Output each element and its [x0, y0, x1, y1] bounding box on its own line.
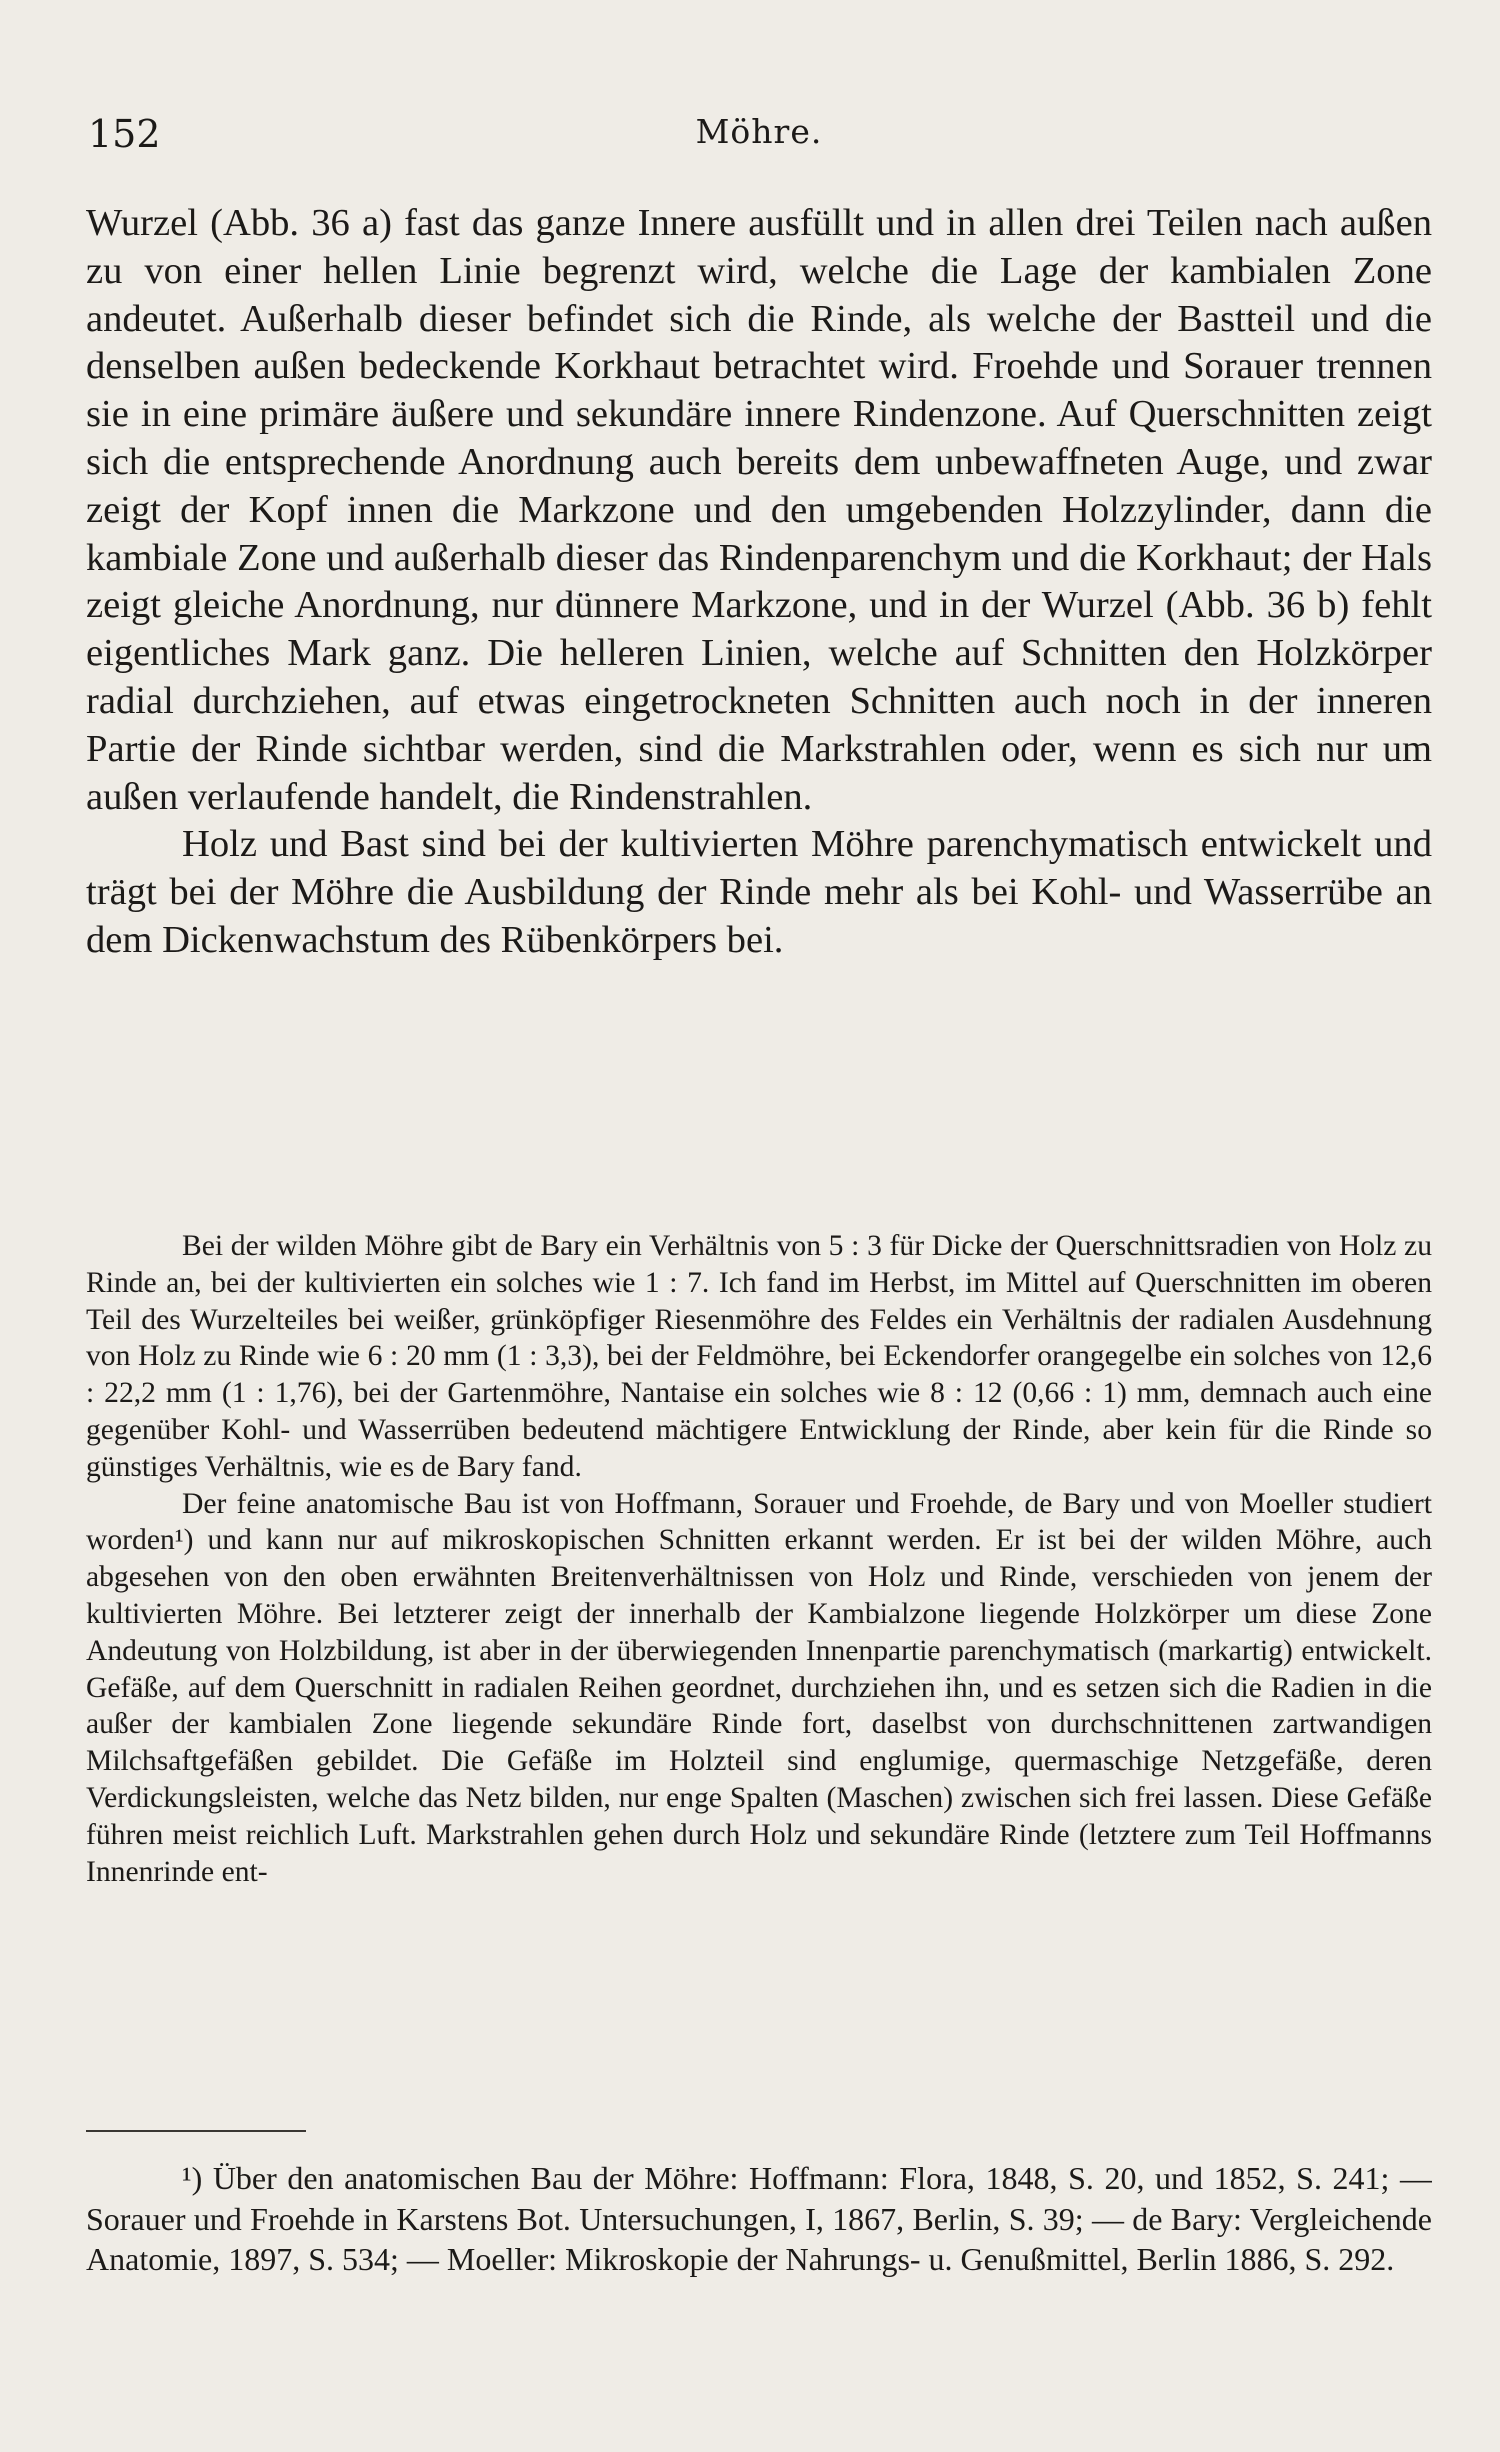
small-print-section [86, 1228, 1432, 2100]
small-print-paragraph-2: Der feine anatomische Bau ist von Hoffmann, Sorauer und Froehde, de Bary und von Moeller studiert worden¹) und kann nur auf mikroskopischen Schnitten erkannt werden. Er ist bei der wilden Möhre, auch abgesehen von den oben erwähnten Breitenverhältnissen von Holz und Rinde, verschieden von jenem der kultivierten Möhre. Bei letzterer zeigt der innerhalb der Kambialzone liegende Holzkörper um diese Zone Andeutung von Holzbildung, ist aber in der überwiegenden Innenpartie parenchymatisch (markartig) entwickelt. Gefäße, auf dem Querschnitt in radialen Reihen geordnet, durchziehen ihn, und es setzen sich die Radien in die außer der kambialen Zone liegende sekundäre Rinde fort, daselbst von durchschnittenen zartwandigen Milchsaftgefäßen gebildet. Die Gefäße im Holzteil sind englumige, quermaschige Netzgefäße, deren Verdickungsleisten, welche das Netz bilden, nur enge Spalten (Maschen) zwischen sich frei lassen. Diese Gefäße führen meist reichlich Luft. Markstrahlen gehen durch Holz und sekundäre Rinde (letztere zum Teil Hoffmanns Innenrinde ent- [86, 1487, 1432, 1888]
page-number: 152 [88, 112, 161, 156]
small-print-paragraph-1: Bei der wilden Möhre gibt de Bary ein Verhältnis von 5 : 3 für Dicke der Querschnittsradien von Holz zu Rinde an, bei der kultivierten ein solches wie 1 : 7. Ich fand im Herbst, im Mittel auf Querschnitten im oberen Teil des Wurzelteiles bei weißer, grünköpfiger Riesenmöhre des Feldes ein Verhältnis der radialen Ausdehnung von Holz zu Rinde wie 6 : 20 mm (1 : 3,3), bei der Feldmöhre, bei Eckendorfer orangegelbe ein solches von 12,6 : 22,2 mm (1 : 1,76), bei der Gartenmöhre, Nantaise ein solches wie 8 : 12 (0,66 : 1) mm, demnach auch eine gegenüber Kohl- und Wasserrüben bedeutend mächtigere Entwicklung der Rinde, aber kein für die Rinde so günstiges Verhältnis, wie es de Bary fand. [86, 1230, 1432, 1483]
body-paragraph-1: Wurzel (Abb. 36 a) fast das ganze Innere ausfüllt und in allen drei Teilen nach außen zu von einer hellen Linie begrenzt wird, welche die Lage der kambialen Zone andeutet. Außerhalb dieser befindet sich die Rinde, als welche der Bastteil und die denselben außen bedeckende Korkhaut betrachtet wird. Froehde und Sorauer trennen sie in eine primäre äußere und sekundäre innere Rindenzone. Auf Querschnitten zeigt sich die entsprechende Anordnung auch bereits dem unbewaffneten Auge, und zwar zeigt der Kopf innen die Markzone und den umgebenden Holzzylinder, dann die kambiale Zone und außerhalb dieser das Rindenparenchym und die Korkhaut; der Hals zeigt gleiche Anordnung, nur dünnere Markzone, und in der Wurzel (Abb. 36 b) fehlt eigentliches Mark ganz. Die helleren Linien, welche auf Schnitten den Holzkörper radial durchziehen, auf etwas eingetrockneten Schnitten auch noch in der inneren Partie der Rinde sichtbar werden, sind die Markstrahlen oder, wenn es sich nur um außen verlaufende handelt, die Rindenstrahlen. [86, 202, 1432, 818]
body-paragraph-2: Holz und Bast sind bei der kultivierten Möhre parenchymatisch entwickelt und trägt bei der Möhre die Ausbildung der Rinde mehr als bei Kohl- und Wasserrübe an dem Dickenwachstum des Rübenkörpers bei. [86, 823, 1432, 961]
main-text [86, 200, 1432, 1400]
footnote-text: ¹) Über den anatomischen Bau der Möhre: Hoffmann: Flora, 1848, S. 20, und 1852, S. 241; — Sorauer und Froehde in Karstens Bot. Untersuchungen, I, 1867, Berlin, S. 39; — de Bary: Vergleichende Anatomie, 1897, S. 534; — Moeller: Mikroskopie der Nahrungs- u. Genußmittel, Berlin 1886, S. 292. [86, 2160, 1432, 2277]
footnote-divider [86, 2130, 306, 2132]
running-head: Möhre. [695, 112, 823, 151]
footnote [86, 2158, 1432, 2398]
page-header [88, 112, 1430, 168]
